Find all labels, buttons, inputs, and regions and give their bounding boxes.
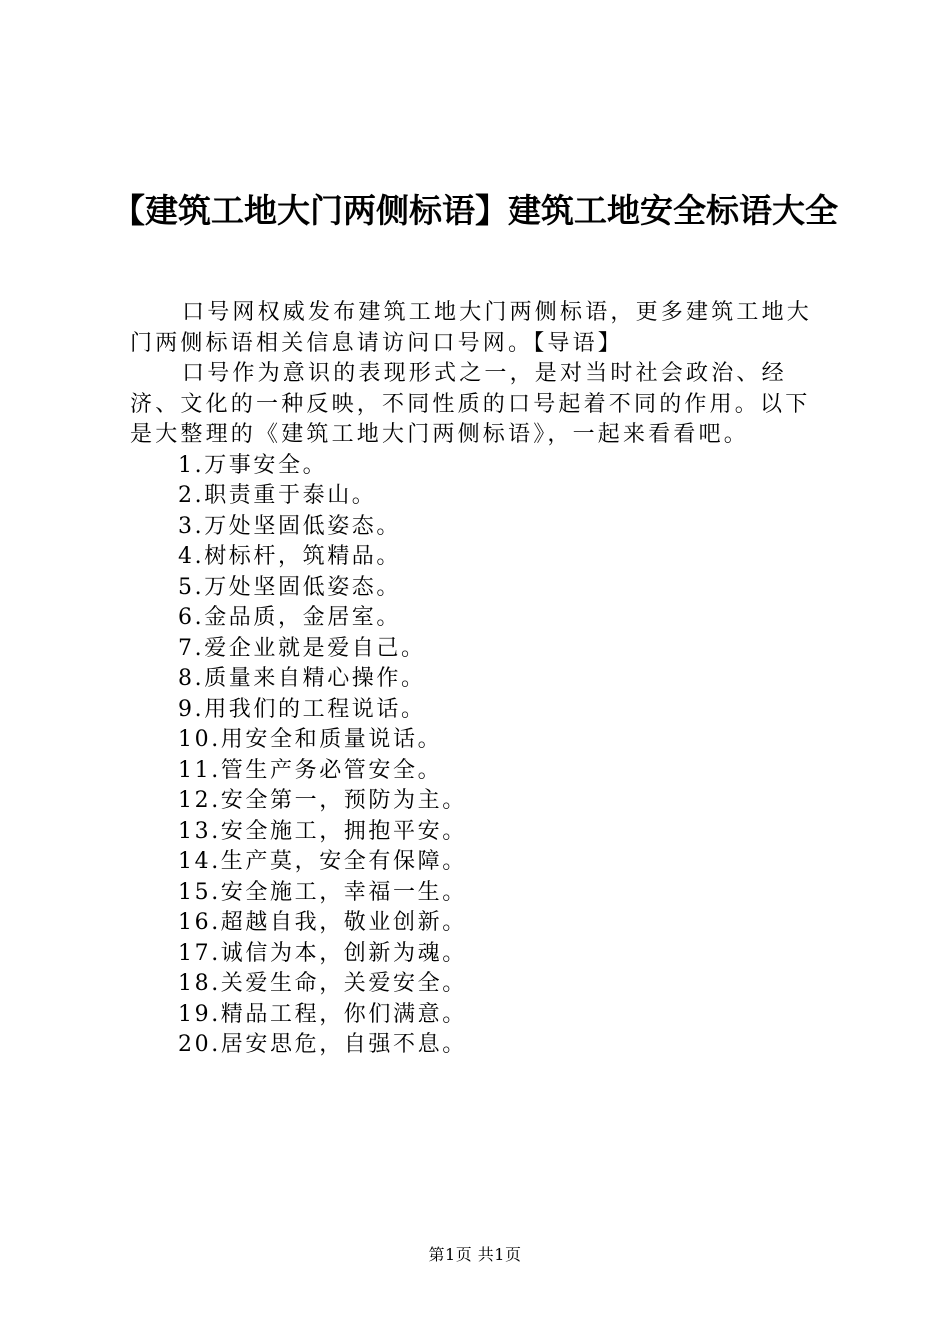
intro-paragraph: 口号网权威发布建筑工地大门两侧标语，更多建筑工地大门两侧标语相关信息请访问口号网。【导语】: [130, 300, 813, 356]
slogan-item: 10.用安全和质量说话。: [178, 727, 443, 752]
slogan-item: 20.居安思危，自强不息。: [178, 1032, 467, 1057]
slogan-item: 6.金品质，金居室。: [178, 605, 401, 630]
slogan-item: 19.精品工程，你们满意。: [178, 1001, 467, 1027]
slogan-item: 5.万处坚固低姿态。: [178, 574, 401, 600]
slogan-item: 11.管生产务必管安全。: [178, 757, 443, 783]
slogan-item: 17.诚信为本，创新为魂。: [178, 940, 467, 966]
document-title: 【建筑工地大门两侧标语】建筑工地安全标语大全: [112, 191, 838, 230]
slogan-item: 1.万事安全。: [178, 452, 328, 478]
slogan-item: 2.职责重于泰山。: [178, 483, 377, 508]
document-body: [130, 298, 835, 1061]
lead-paragraph: 口号作为意识的表现形式之一，是对当时社会政治、经济、文化的一种反映，不同性质的口号起着不同的作用。以下是大整理的《建筑工地大门两侧标语》，一起来看看吧。: [130, 361, 811, 447]
slogan-item: 16.超越自我，敬业创新。: [178, 910, 467, 935]
slogan-item: 4.树标杆，筑精品。: [178, 544, 401, 569]
slogan-item: 13.安全施工，拥抱平安。: [178, 818, 467, 844]
slogan-list: [130, 451, 835, 1061]
slogan-item: 12.安全第一，预防为主。: [178, 788, 467, 813]
slogan-item: 8.质量来自精心操作。: [178, 666, 426, 691]
slogan-item: 14.生产莫，安全有保障。: [178, 849, 467, 874]
slogan-item: 7.爱企业就是爱自己。: [178, 635, 426, 661]
slogan-item: 18.关爱生命，关爱安全。: [178, 971, 467, 996]
slogan-item: 15.安全施工，幸福一生。: [178, 879, 467, 905]
slogan-item: 9.用我们的工程说话。: [178, 696, 426, 722]
slogan-item: 3.万处坚固低姿态。: [178, 513, 401, 539]
page-footer: 第1页 共1页: [428, 1245, 522, 1264]
